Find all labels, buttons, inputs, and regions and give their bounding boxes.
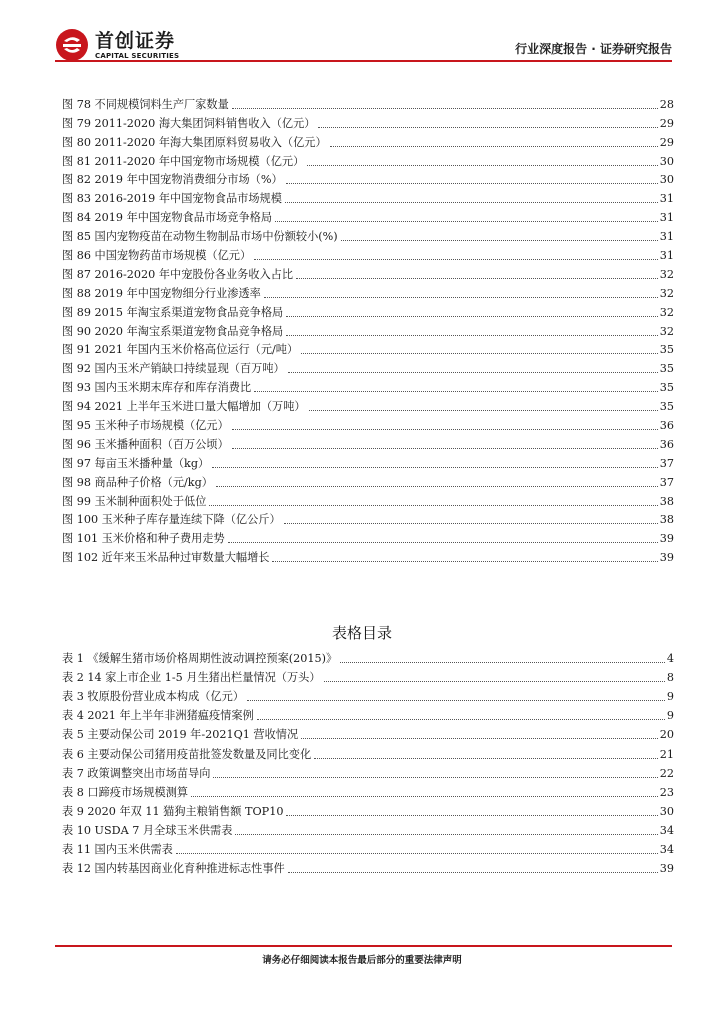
toc-entry-label: 图 98 商品种子价格（元/kg） (62, 475, 213, 489)
figure-toc-entry[interactable] (62, 433, 674, 452)
table-toc-entry[interactable] (62, 800, 674, 819)
toc-dot-leader (213, 777, 657, 778)
toc-page-number: 37 (659, 456, 674, 470)
toc-dot-leader (288, 872, 658, 873)
logo-chinese-name: 首创证券 (95, 29, 176, 52)
toc-dot-leader (254, 259, 658, 260)
toc-page-number: 38 (659, 513, 674, 527)
toc-entry-label: 图 88 2019 年中国宠物细分行业渗透率 (62, 286, 261, 300)
toc-page-number: 22 (659, 766, 674, 780)
figure-toc-entry[interactable] (62, 131, 674, 150)
toc-page-number: 30 (659, 173, 674, 187)
toc-entry-label: 图 93 国内玉米期末库存和库存消费比 (62, 381, 252, 395)
toc-dot-leader (314, 758, 658, 759)
toc-page-number: 35 (659, 362, 674, 376)
toc-entry-label: 图 87 2016-2020 年中宠股份各业务收入占比 (62, 267, 294, 281)
figure-toc-entry[interactable] (62, 490, 674, 509)
toc-dot-leader (286, 183, 658, 184)
table-toc-entry[interactable] (62, 666, 674, 685)
figure-toc-entry[interactable] (62, 93, 674, 112)
footer-divider (55, 945, 672, 947)
toc-page-number: 35 (659, 343, 674, 357)
toc-dot-leader (232, 108, 658, 109)
toc-dot-leader (176, 853, 658, 854)
toc-page-number: 31 (659, 249, 674, 263)
table-toc-entry[interactable] (62, 857, 674, 876)
toc-page-number: 39 (659, 532, 674, 546)
toc-entry-label: 图 94 2021 上半年玉米进口量大幅增加（万吨） (62, 400, 306, 414)
toc-page-number: 30 (659, 154, 674, 168)
toc-entry-label: 图 89 2015 年淘宝系渠道宠物食品竞争格局 (62, 305, 284, 319)
toc-dot-leader (285, 202, 658, 203)
toc-entry-label: 图 101 玉米价格和种子费用走势 (62, 532, 225, 546)
toc-entry-label: 表 6 主要动保公司猪用疫苗批签发数量及同比变化 (62, 747, 312, 761)
toc-dot-leader (286, 815, 657, 816)
toc-page-number: 28 (659, 97, 674, 111)
toc-entry-label: 图 99 玉米制种面积处于低位 (62, 494, 207, 508)
toc-page-number: 32 (659, 267, 674, 281)
toc-entry-label: 图 85 国内宠物疫苗在动物生物制品市场中份额较小(%) (62, 230, 338, 244)
toc-dot-leader (232, 448, 658, 449)
toc-page-number: 30 (659, 804, 674, 818)
toc-entry-label: 表 12 国内转基因商业化育种推进标志性事件 (62, 862, 285, 876)
toc-dot-leader (212, 467, 658, 468)
toc-dot-leader (309, 410, 658, 411)
toc-dot-leader (288, 372, 658, 373)
figure-toc-entry[interactable] (62, 150, 674, 169)
figure-toc-entry[interactable] (62, 546, 674, 565)
figure-toc-entry[interactable] (62, 244, 674, 263)
toc-dot-leader (284, 523, 658, 524)
toc-dot-leader (254, 391, 658, 392)
table-toc-entry[interactable] (62, 685, 674, 704)
toc-entry-label: 图 90 2020 年淘宝系渠道宠物食品竞争格局 (62, 324, 284, 338)
toc-entry-label: 图 78 不同规模饲料生产厂家数量 (62, 97, 229, 111)
logo-english-name: CAPITAL SECURITIES (95, 51, 180, 60)
toc-page-number: 9 (666, 709, 674, 723)
toc-entry-label: 图 84 2019 年中国宠物食品市场竞争格局 (62, 211, 273, 225)
figure-toc-entry[interactable] (62, 414, 674, 433)
legal-disclaimer: 请务必仔细阅读本报告最后部分的重要法律声明 (262, 955, 462, 966)
toc-dot-leader (275, 221, 658, 222)
figure-toc-entry[interactable] (62, 376, 674, 395)
toc-entry-label: 图 79 2011-2020 海大集团饲料销售收入（亿元） (62, 116, 316, 130)
toc-page-number: 23 (659, 785, 674, 799)
toc-page-number: 31 (659, 230, 674, 244)
toc-entry-label: 表 5 主要动保公司 2019 年-2021Q1 营收情况 (62, 728, 299, 742)
toc-page-number: 20 (659, 728, 674, 742)
figure-toc-entry[interactable] (62, 471, 674, 490)
toc-dot-leader (257, 719, 665, 720)
toc-entry-label: 表 1 《缓解生猪市场价格周期性波动调控预案(2015)》 (62, 652, 338, 666)
toc-page-number: 31 (659, 211, 674, 225)
toc-entry-label: 图 96 玉米播种面积（百万公顷） (62, 437, 229, 451)
toc-entry-label: 表 11 国内玉米供需表 (62, 843, 173, 857)
toc-dot-leader (247, 700, 665, 701)
table-toc-entry[interactable] (62, 762, 674, 781)
toc-page-number: 37 (659, 475, 674, 489)
toc-dot-leader (324, 681, 665, 682)
toc-page-number: 29 (659, 135, 674, 149)
toc-entry-label: 图 95 玉米种子市场规模（亿元） (62, 419, 229, 433)
figure-toc-entry[interactable] (62, 301, 674, 320)
toc-dot-leader (341, 240, 658, 241)
toc-entry-label: 图 80 2011-2020 年海大集团原料贸易收入（亿元） (62, 135, 327, 149)
toc-entry-label: 图 82 2019 年中国宠物消费细分市场（%） (62, 173, 283, 187)
figure-toc-entry[interactable] (62, 282, 674, 301)
toc-dot-leader (340, 662, 665, 663)
toc-page-number: 34 (659, 823, 674, 837)
toc-entry-label: 图 86 中国宠物药苗市场规模（亿元） (62, 249, 252, 263)
figures-table-of-contents (62, 93, 674, 565)
table-toc-entry[interactable] (62, 781, 674, 800)
header-divider (55, 60, 672, 62)
page-header (0, 0, 724, 62)
toc-entry-label: 表 8 口蹄疫市场规模测算 (62, 785, 189, 799)
toc-entry-label: 图 100 玉米种子库存量连续下降（亿公斤） (62, 513, 281, 527)
toc-entry-label: 图 92 国内玉米产销缺口持续显现（百万吨） (62, 362, 285, 376)
toc-page-number: 31 (659, 192, 674, 206)
toc-entry-label: 表 9 2020 年双 11 猫狗主粮销售额 TOP10 (62, 804, 284, 818)
toc-dot-leader (235, 834, 657, 835)
capital-securities-logo-icon (55, 28, 89, 62)
figure-toc-entry[interactable] (62, 225, 674, 244)
toc-dot-leader (286, 335, 658, 336)
toc-dot-leader (228, 542, 658, 543)
toc-page-number: 32 (659, 305, 674, 319)
tables-toc-title: 表格目录 (331, 624, 392, 642)
toc-page-number: 32 (659, 324, 674, 338)
toc-dot-leader (296, 278, 658, 279)
table-toc-entry[interactable] (62, 819, 674, 838)
toc-dot-leader (301, 738, 658, 739)
toc-dot-leader (272, 561, 657, 562)
figure-toc-entry[interactable] (62, 395, 674, 414)
table-toc-entry[interactable] (62, 742, 674, 761)
toc-entry-label: 表 7 政策调整突出市场苗导向 (62, 766, 211, 780)
table-toc-entry[interactable] (62, 838, 674, 857)
figure-toc-entry[interactable] (62, 206, 674, 225)
figure-toc-entry[interactable] (62, 357, 674, 376)
toc-page-number: 34 (659, 843, 674, 857)
figure-toc-entry[interactable] (62, 509, 674, 528)
company-logo (55, 28, 179, 62)
toc-dot-leader (264, 297, 658, 298)
figure-toc-entry[interactable] (62, 187, 674, 206)
toc-page-number: 21 (659, 747, 674, 761)
toc-entry-label: 图 102 近年来玉米品种过审数量大幅增长 (62, 551, 270, 565)
figure-toc-entry[interactable] (62, 112, 674, 131)
toc-entry-label: 图 91 2021 年国内玉米价格高位运行（元/吨） (62, 343, 299, 357)
toc-dot-leader (191, 796, 658, 797)
toc-entry-label: 表 4 2021 年上半年非洲猪瘟疫情案例 (62, 709, 254, 723)
toc-page-number: 8 (666, 671, 674, 685)
toc-dot-leader (307, 165, 657, 166)
toc-page-number: 36 (659, 437, 674, 451)
toc-page-number: 35 (659, 400, 674, 414)
toc-entry-label: 表 10 USDA 7 月全球玉米供需表 (62, 823, 233, 837)
toc-entry-label: 图 83 2016-2019 年中国宠物食品市场规模 (62, 192, 282, 206)
toc-page-number: 36 (659, 419, 674, 433)
toc-entry-label: 图 81 2011-2020 年中国宠物市场规模（亿元） (62, 154, 305, 168)
toc-page-number: 39 (659, 551, 674, 565)
toc-dot-leader (209, 505, 657, 506)
toc-page-number: 9 (666, 690, 674, 704)
toc-page-number: 35 (659, 381, 674, 395)
table-toc-entry[interactable] (62, 647, 674, 666)
figure-toc-entry[interactable] (62, 263, 674, 282)
toc-page-number: 4 (666, 652, 674, 666)
toc-dot-leader (232, 429, 658, 430)
table-toc-entry[interactable] (62, 723, 674, 742)
toc-entry-label: 表 2 14 家上市企业 1-5 月生猪出栏量情况（万头） (62, 671, 321, 685)
toc-dot-leader (216, 486, 658, 487)
toc-dot-leader (286, 316, 658, 317)
toc-dot-leader (330, 146, 658, 147)
figure-toc-entry[interactable] (62, 169, 674, 188)
toc-page-number: 38 (659, 494, 674, 508)
toc-dot-leader (301, 353, 658, 354)
figure-toc-entry[interactable] (62, 339, 674, 358)
toc-dot-leader (318, 127, 657, 128)
toc-page-number: 39 (659, 862, 674, 876)
tables-table-of-contents (62, 647, 674, 876)
figure-toc-entry[interactable] (62, 320, 674, 339)
toc-entry-label: 表 3 牧原股份营业成本构成（亿元） (62, 690, 245, 704)
toc-entry-label: 图 97 每亩玉米播种量（kg） (62, 456, 210, 470)
report-type-label: 行业深度报告 · 证券研究报告 (515, 42, 672, 56)
toc-page-number: 29 (659, 116, 674, 130)
figure-toc-entry[interactable] (62, 527, 674, 546)
toc-page-number: 32 (659, 286, 674, 300)
figure-toc-entry[interactable] (62, 452, 674, 471)
table-toc-entry[interactable] (62, 704, 674, 723)
